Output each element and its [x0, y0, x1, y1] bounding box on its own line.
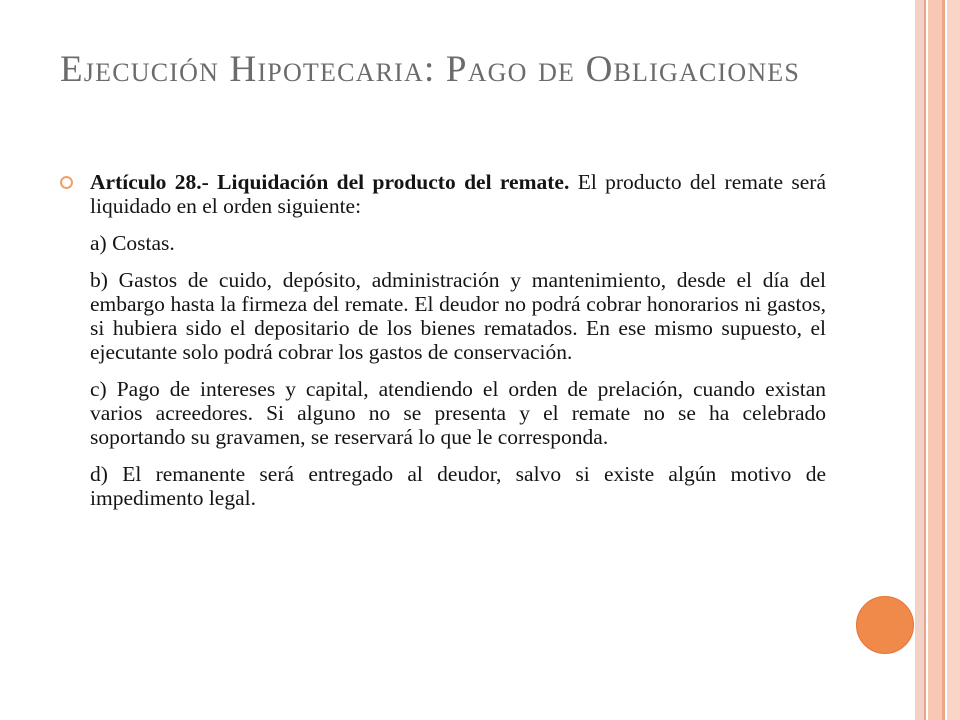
list-item-c: c) Pago de intereses y capital, atendiendo el orden de prelación, cuando existan varios acreedores. Si alguno no se presenta y el remate no se ha celebrado soportando su gravamen, se reservará lo que le corresponda.: [90, 377, 826, 449]
stripe: [915, 0, 924, 720]
stripe: [924, 0, 926, 720]
stripe: [928, 0, 942, 720]
list-item-a: a) Costas.: [90, 231, 175, 255]
bullet-icon: [60, 176, 73, 189]
slide-title-text: Ejecución Hipotecaria: Pago de Obligaciones: [60, 49, 801, 90]
decorative-circle: [856, 596, 914, 654]
article-intro-paragraph: [90, 170, 826, 218]
slide-title: [60, 46, 840, 94]
slide-content: [60, 170, 826, 523]
stripe: [947, 0, 960, 720]
list-item-d: d) El remanente será entregado al deudor, salvo si existe algún motivo de impedimento legal.: [90, 462, 826, 510]
decorative-stripes: [915, 0, 960, 720]
article-intro: El producto del remate será liquidado en el orden siguiente:: [90, 170, 826, 218]
stripe: [942, 0, 945, 720]
list-item-b: b) Gastos de cuido, depósito, administración y mantenimiento, desde el día del embargo hasta la firmeza del remate. El deudor no podrá cobrar honorarios ni gastos, si hubiera sido el depositario de los bienes rematados. En ese mismo supuesto, el ejecutante solo podrá cobrar los gastos de conservación.: [90, 268, 826, 364]
article-heading: Artículo 28.- Liquidación del producto del remate.: [90, 170, 570, 194]
